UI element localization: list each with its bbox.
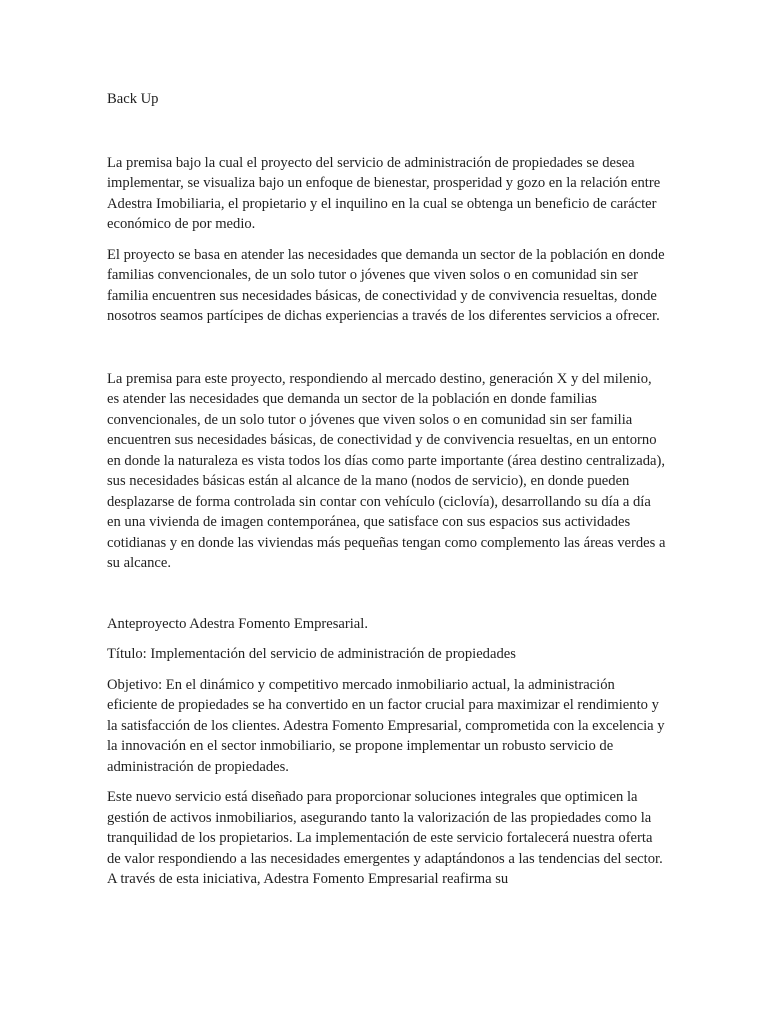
intro-paragraph-1: La premisa bajo la cual el proyecto del servicio de administración de propiedades se desea implementar, se visualiza bajo un enfoque de bienestar, prosperidad y gozo en la relación entre Adestra Imobiliaria, el propietario y el inquilino en la cual se obtenga un beneficio de carácter económico de por medio. <box>107 154 661 232</box>
intro-paragraph-2: El proyecto se basa en atender las necesidades que demanda un sector de la población en donde familias convencionales, de un solo tutor o jóvenes que viven solos o en comunidad sin ser familia encuentren sus necesidades básicas, de conectividad y de convivencia resueltas, donde nosotros seamos partícipes de dichas experiencias a través de los diferentes servicios a ofrecer. <box>107 246 665 324</box>
spacer <box>107 337 667 369</box>
body-paragraph: Este nuevo servicio está diseñado para proporcionar soluciones integrales que optimicen la gestión de activos inmobiliarios, asegurando tanto la valorización de las propiedades como la tranquilidad de los propietarios. La implementación de este servicio fortalecerá nuestra oferta de valor respondiendo a las necesidades emergentes y adaptándonos a las tendencias del sector. A través de esta iniciativa, Adestra Fomento Empresarial reafirma su <box>107 789 663 887</box>
spacer <box>107 584 667 614</box>
objective-paragraph: Objetivo: En el dinámico y competitivo mercado inmobiliario actual, la administración eficiente de propiedades se ha convertido en un factor crucial para maximizar el rendimiento y la satisfacción de los clientes. Adestra Fomento Empresarial, comprometida con la excelencia y la innovación en el sector inmobiliario, se propone implementar un robusto servicio de administración de propiedades. <box>107 676 665 775</box>
spacer <box>107 110 667 153</box>
document-heading: Back Up <box>107 91 159 107</box>
premise-paragraph: La premisa para este proyecto, respondiendo al mercado destino, generación X y del milenio, es atender las necesidades que demanda un sector de la población en donde familias convencionales, de un solo tutor o jóvenes que viven solos o en comunidad sin ser familia encuentren sus necesidades básicas, de conectividad y de convivencia resueltas, en un entorno en donde la naturaleza es vista todos los días como parte importante (área destino centralizada), sus necesidades básicas están al alcance de la mano (nodos de servicio), en donde pueden desplazarse de forma controlada sin contar con vehículo (ciclovía), desarrollando su día a día en una vivienda de imagen contemporánea, que satisface con sus espacios sus actividades cotidianas y en donde las viviendas más pequeñas tengan como complemento las áreas verdes a su alcance. <box>107 370 666 571</box>
section-subtitle: Título: Implementación del servicio de administración de propiedades <box>107 646 516 662</box>
section-title: Anteproyecto Adestra Fomento Empresarial. <box>107 615 368 632</box>
document-page <box>107 89 667 900</box>
